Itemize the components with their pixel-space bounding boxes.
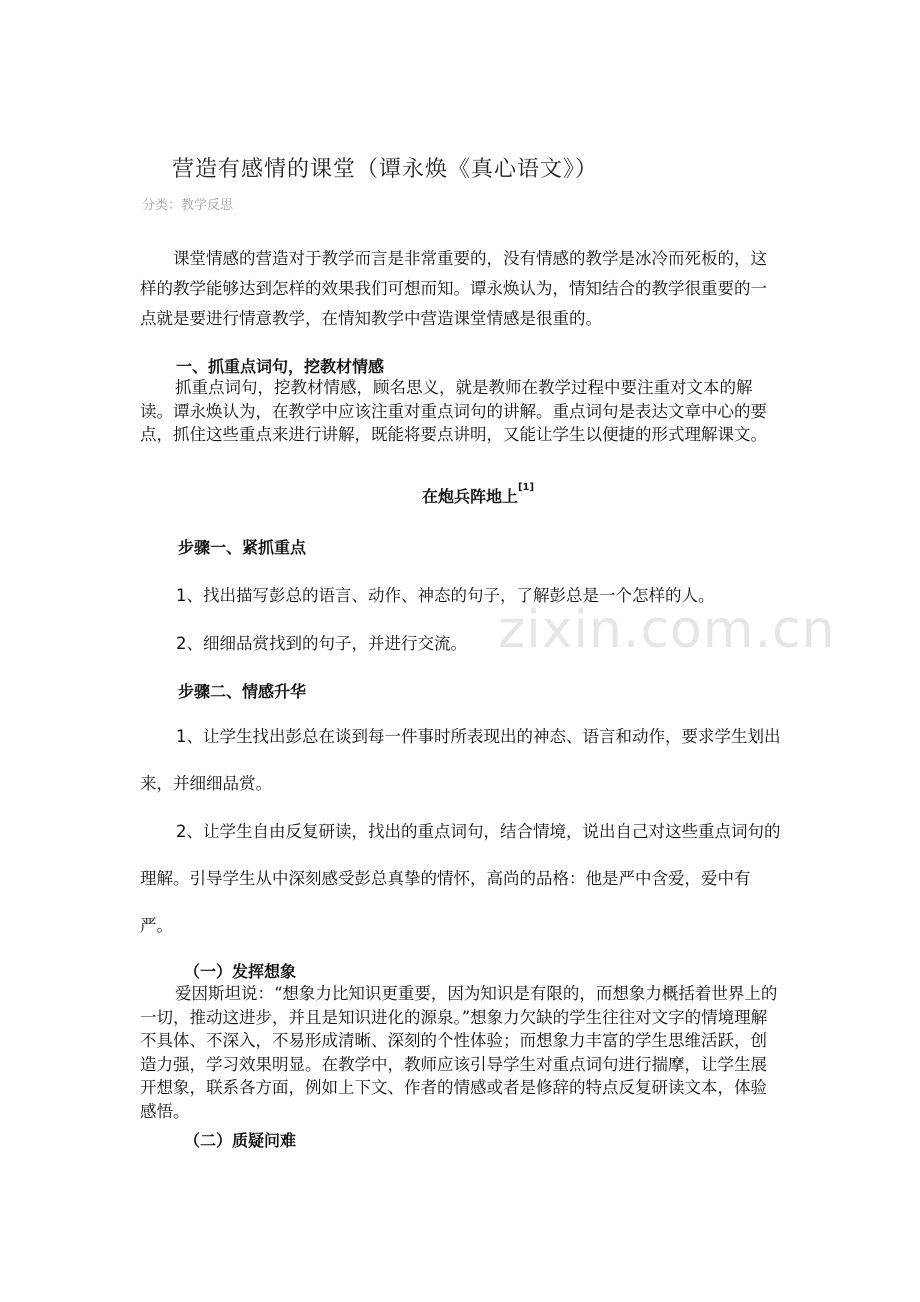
section1-heading: 一、抓重点词句，挖教材情感 xyxy=(176,357,385,376)
sub2-heading: （二）质疑问难 xyxy=(184,1131,297,1150)
step2-item-2: 2、让学生自由反复研读，找出的重点词句，结合情境，说出自己对这些重点词句的理解。引导学生从中深刻感受彭总真挚的情怀，高尚的品格：他是严中含爱，爱中有严。 xyxy=(140,822,781,935)
lesson-title-text: 在炮兵阵地上 xyxy=(421,487,518,506)
category-label: 分类：教学反思 xyxy=(142,198,234,213)
intro-paragraph: 课堂情感的营造对于教学而言是非常重要的，没有情感的教学是冰冷而死板的，这样的教学能够达到怎样的效果我们可想而知。谭永焕认为，情知结合的教学很重要的一点就是要进行情意教学，在情知教学中营造课堂情感是很重的。 xyxy=(140,249,767,328)
step2-item-1: 1、让学生找出彭总在谈到每一件事时所表现出的神态、语言和动作，要求学生划出来，并细细品赏。 xyxy=(140,727,781,793)
sub1-heading: （一）发挥想象 xyxy=(184,962,297,981)
step2-heading: 步骤二、情感升华 xyxy=(178,682,307,701)
document-title: 营造有感情的课堂（谭永焕《真心语文》） xyxy=(172,157,599,182)
watermark: zixin.com.cn xyxy=(498,600,836,660)
footnote-ref: [1] xyxy=(517,482,535,493)
lesson-title xyxy=(0,484,920,507)
section1-paragraph: 抓重点词句，挖教材情感，顾名思义，就是教师在教学过程中要注重对文本的解读。谭永焕认为，在教学中应该注重对重点词句的讲解。重点词句是表达文章中心的要点，抓住这些重点来进行讲解，既能将要点讲明，又能让学生以便捷的形式理解课文。 xyxy=(140,378,767,444)
step1-item-1: 1、找出描写彭总的语言、动作、神态的句子，了解彭总是一个怎样的人。 xyxy=(176,586,715,605)
sub1-paragraph: 爱因斯坦说：“想象力比知识更重要，因为知识是有限的，而想象力概括着世界上的一切，推动这进步，并且是知识进化的源泉。”想象力欠缺的学生往往对文字的情境理解不具体、不深入，不易形成清晰、深刻的个性体验；而想象力丰富的学生思维活跃，创造力强，学习效果明显。在教学中，教师应该引导学生对重点词句进行揣摩，让学生展开想象，联系各方面，例如上下文、作者的情感或者是修辞的特点反复研读文本，体验感悟。 xyxy=(140,984,778,1121)
step1-item-2: 2、细细品赏找到的句子，并进行交流。 xyxy=(176,634,467,653)
step1-heading: 步骤一、紧抓重点 xyxy=(178,538,307,557)
